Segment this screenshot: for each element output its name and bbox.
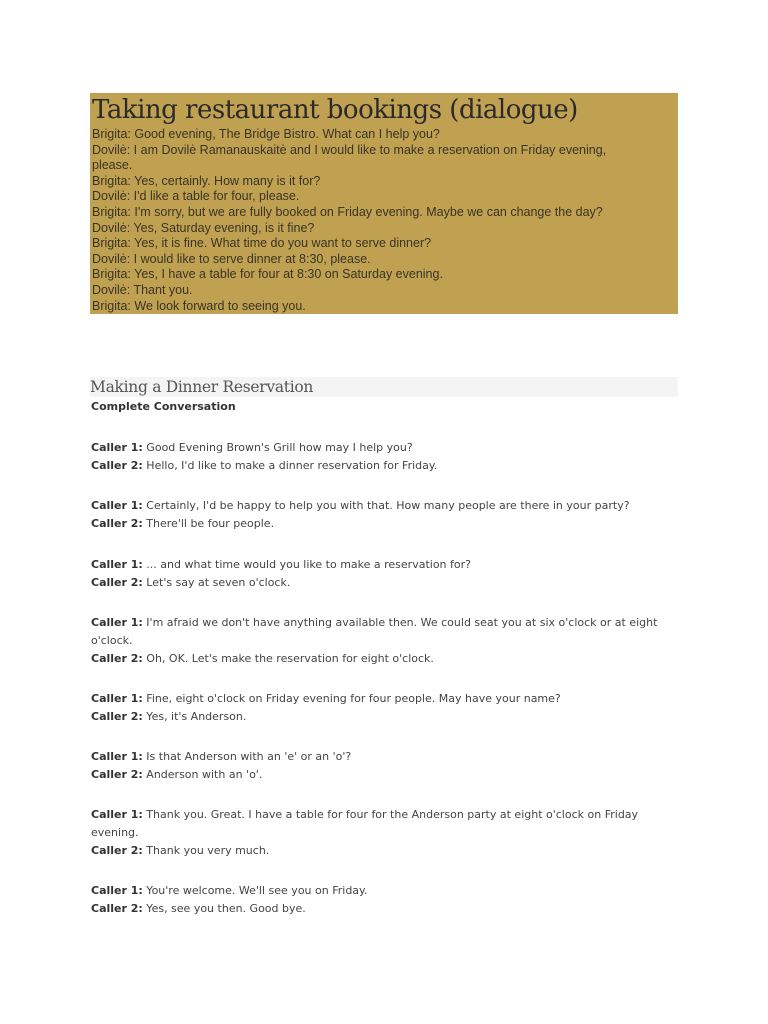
dialogue-title: Taking restaurant bookings (dialogue) <box>92 95 578 125</box>
conversation-line <box>91 690 681 708</box>
line-text: Let's say at seven o'clock. <box>142 576 291 589</box>
conversation-line <box>91 650 681 668</box>
speaker-label: Caller 2: <box>91 517 143 530</box>
speaker-label: Caller 2: <box>91 902 143 915</box>
line-text: Fine, eight o'clock on Friday evening for four people. May have your name? <box>142 692 561 705</box>
section-heading: Making a Dinner Reservation <box>90 378 314 396</box>
conversation-line <box>91 842 681 860</box>
line-text: Certainly, I'd be happy to help you with that. How many people are there in your party? <box>142 499 630 512</box>
line-text: Oh, OK. Let's make the reservation for eight o'clock. <box>142 652 434 665</box>
line-text: There'll be four people. <box>142 517 275 530</box>
conversation-exchange <box>91 497 681 533</box>
dialogue-lines <box>92 127 676 314</box>
conversation-exchange <box>91 556 681 592</box>
speaker-label: Caller 2: <box>91 768 143 781</box>
dialogue-line: Dovilė: Yes, Saturday evening, is it fine? <box>92 220 315 235</box>
conversation-line <box>91 900 681 918</box>
line-text: Good Evening Brown's Grill how may I help you? <box>142 441 413 454</box>
speaker-label: Caller 1: <box>91 750 143 763</box>
conversation-line <box>91 457 681 475</box>
speaker-label: Caller 1: <box>91 884 143 897</box>
speaker-label: Caller 2: <box>91 652 143 665</box>
line-text: Thank you. Great. I have a table for four for the Anderson party at eight o'clock on Friday evening. <box>91 808 639 839</box>
conversation-exchange <box>91 748 681 784</box>
section-heading-bar <box>90 377 678 397</box>
conversation-exchange <box>91 614 681 668</box>
conversation-line <box>91 515 681 533</box>
conversation-line <box>91 574 681 592</box>
speaker-label: Caller 1: <box>91 499 143 512</box>
line-text: Thank you very much. <box>142 844 270 857</box>
dialogue-line: Brigita: Yes, it is fine. What time do you want to serve dinner? <box>92 236 432 251</box>
conversation-exchange <box>91 882 681 918</box>
speaker-label: Caller 2: <box>91 844 143 857</box>
dialogue-box-bridge-bistro <box>90 93 678 314</box>
dialogue-line: Dovilė: I am Dovilė Ramanauskaitė and I would like to make a reservation on Friday evening, <box>92 142 607 157</box>
dialogue-line: Dovilė: I'd like a table for four, please. <box>92 189 300 204</box>
conversation-exchange <box>91 806 681 860</box>
line-text: Yes, it's Anderson. <box>142 710 247 723</box>
speaker-label: Caller 2: <box>91 710 143 723</box>
conversation-line <box>91 766 681 784</box>
conversation-line <box>91 497 681 515</box>
speaker-label: Caller 1: <box>91 558 143 571</box>
speaker-label: Caller 2: <box>91 576 143 589</box>
speaker-label: Caller 2: <box>91 459 143 472</box>
speaker-label: Caller 1: <box>91 441 143 454</box>
dialogue-line: Dovilė: I would like to serve dinner at 8:30, please. <box>92 251 371 266</box>
line-text: Is that Anderson with an 'e' or an 'o'? <box>142 750 352 763</box>
conversation-exchange <box>91 439 681 475</box>
dialogue-line: Brigita: We look forward to seeing you. <box>92 298 306 313</box>
conversation-line <box>91 439 681 457</box>
line-text: You're welcome. We'll see you on Friday. <box>142 884 368 897</box>
dialogue-line: Brigita: Yes, certainly. How many is it for? <box>92 173 321 188</box>
dialogue-line: Brigita: Yes, I have a table for four at 8:30 on Saturday evening. <box>92 267 443 282</box>
dialogue-line: Brigita: Good evening, The Bridge Bistro. What can I help you? <box>92 127 440 141</box>
line-text: I'm afraid we don't have anything available then. We could seat you at six o'clock or at eight o'clock. <box>91 616 658 647</box>
dialogue-line: please. <box>92 158 133 173</box>
dialogue-line: Brigita: I'm sorry, but we are fully booked on Friday evening. Maybe we can change the day? <box>92 204 603 219</box>
line-text: Yes, see you then. Good bye. <box>142 902 306 915</box>
speaker-label: Caller 1: <box>91 616 143 629</box>
conversation-line <box>91 882 681 900</box>
line-text: ... and what time would you like to make a reservation for? <box>142 558 471 571</box>
conversation-line <box>91 748 681 766</box>
section-subtitle: Complete Conversation <box>91 400 236 413</box>
conversation-line <box>91 806 681 842</box>
speaker-label: Caller 1: <box>91 692 143 705</box>
speaker-label: Caller 1: <box>91 808 143 821</box>
conversation-line <box>91 708 681 726</box>
conversation-line <box>91 556 681 574</box>
dialogue-line: Dovilė: Thant you. <box>92 282 193 297</box>
conversation-exchange <box>91 690 681 726</box>
conversation-line <box>91 614 681 650</box>
line-text: Anderson with an 'o'. <box>142 768 263 781</box>
line-text: Hello, I'd like to make a dinner reservation for Friday. <box>142 459 438 472</box>
